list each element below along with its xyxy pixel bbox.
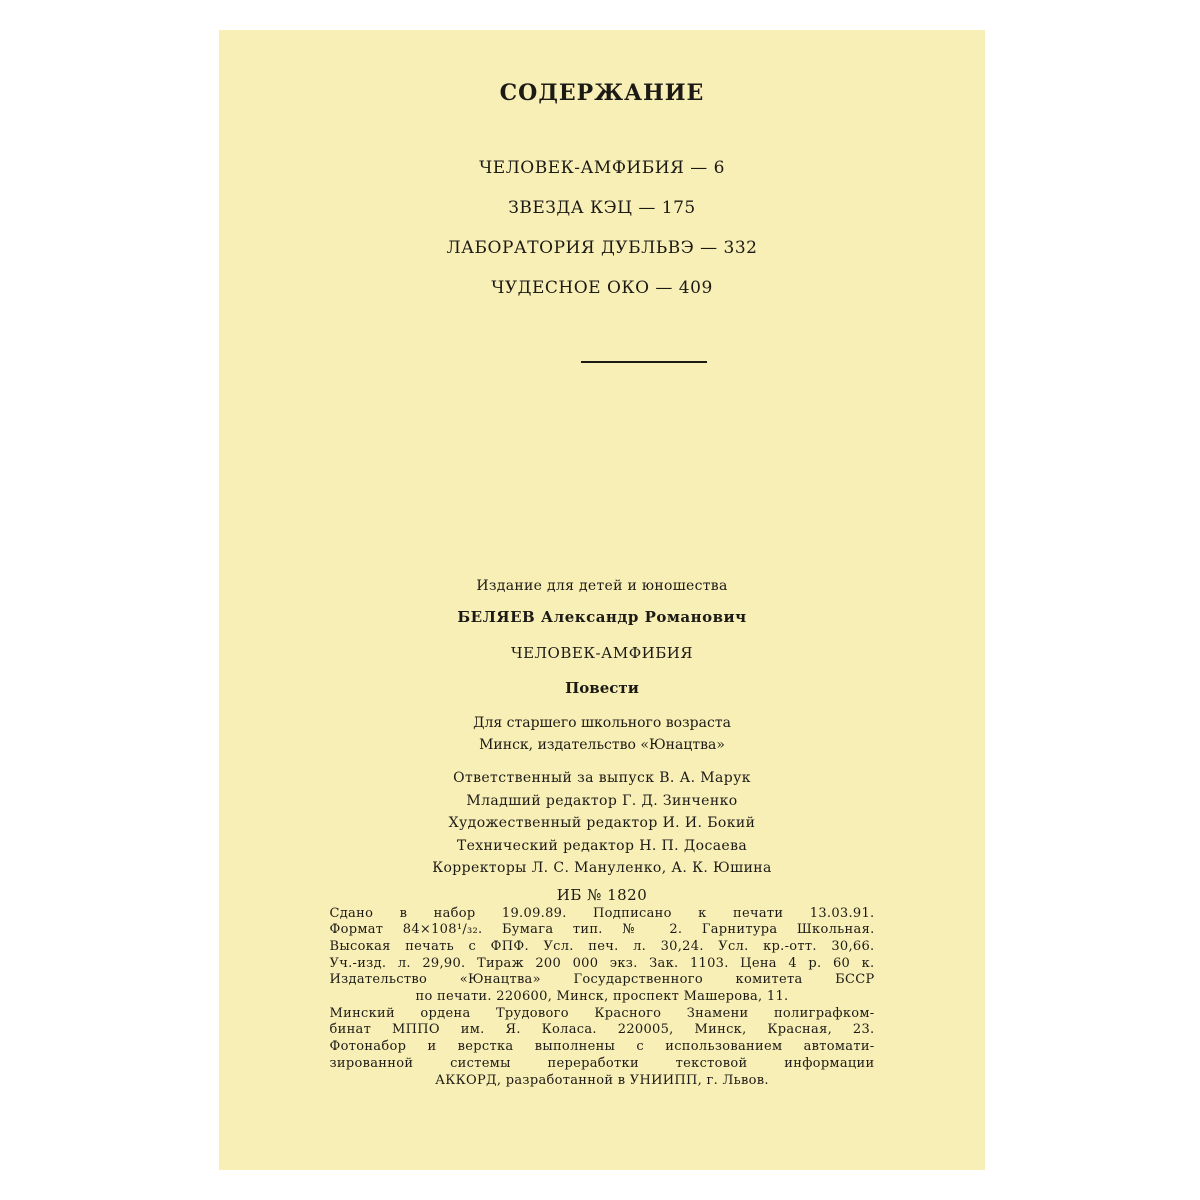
staff-line: Технический редактор Н. П. Досаева	[456, 837, 748, 854]
colophon-line: Минский ордена Трудового Красного Знамени полиграфком-	[329, 1005, 875, 1021]
colophon-line: зированной системы переработки текстовой информации	[329, 1055, 875, 1071]
book-title: ЧЕЛОВЕК-АМФИБИЯ	[511, 644, 693, 662]
colophon-line: Издательство «Юнацтва» Государственного комитета БССР	[329, 972, 875, 988]
staff-line: Ответственный за выпуск В. А. Марук	[453, 770, 751, 786]
age-note: Для старшего школьного возраста	[473, 715, 731, 731]
colophon	[330, 906, 875, 1090]
ib-number: ИБ № 1820	[556, 885, 648, 904]
toc-item: ЛАБОРАТОРИЯ ДУБЛЬВЭ — 332	[446, 238, 758, 258]
toc-item: ЧЕЛОВЕК-АМФИБИЯ — 6	[479, 158, 725, 178]
colophon-line: Сдано в набор 19.09.89. Подписано к печати 13.03.91.	[329, 905, 875, 921]
colophon-line: Высокая печать с ФПФ. Усл. печ. л. 30,24. Усл. кр.-отт. 30,66.	[329, 938, 875, 954]
toc-item: ЗВЕЗДА КЭЦ — 175	[508, 198, 696, 218]
colophon-line: АККОРД, разработанной в УНИИПП, г. Львов.	[435, 1072, 769, 1088]
staff-line: Младший редактор Г. Д. Зинченко	[466, 792, 738, 809]
toc-item: ЧУДЕСНОЕ ОКО — 409	[491, 278, 713, 298]
genre-label: Повести	[565, 679, 639, 697]
colophon-line: Уч.-изд. л. 29,90. Тираж 200 000 экз. Зак. 1103. Цена 4 р. 60 к.	[329, 955, 875, 971]
table-of-contents	[219, 155, 985, 315]
colophon-line: Формат 84×108¹/₃₂. Бумага тип. № 2. Гарнитура Школьная.	[329, 922, 875, 938]
staff-list	[219, 767, 985, 880]
imprint-block	[219, 578, 985, 1089]
colophon-line: бинат МППО им. Я. Коласа. 220005, Минск, Красная, 23.	[329, 1022, 875, 1038]
publisher-line: Минск, издательство «Юнацтва»	[479, 737, 725, 753]
contents-title: СОДЕРЖАНИЕ	[499, 80, 705, 106]
divider-rule	[581, 361, 707, 363]
colophon-line: Фотонабор и верстка выполнены с использованием автомати-	[329, 1039, 875, 1055]
author-name: БЕЛЯЕВ Александр Романович	[457, 608, 747, 626]
colophon-line: по печати. 220600, Минск, проспект Машерова, 11.	[415, 989, 789, 1005]
edition-note: Издание для детей и юношества	[476, 578, 728, 594]
book-page	[219, 30, 985, 1170]
staff-line: Корректоры Л. С. Мануленко, А. К. Юшина	[432, 860, 772, 876]
staff-line: Художественный редактор И. И. Бокий	[448, 815, 756, 831]
